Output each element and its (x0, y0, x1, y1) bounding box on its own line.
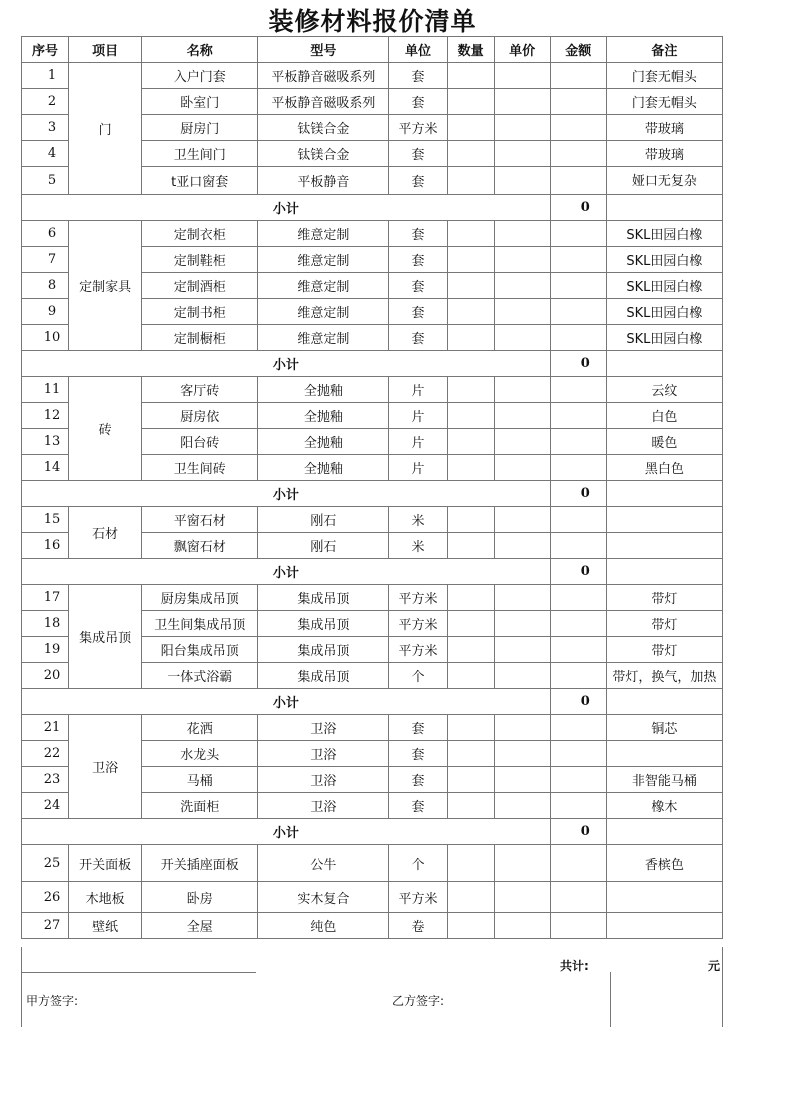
item-number: 4 (22, 141, 69, 167)
total-divider (21, 972, 256, 973)
item-quantity (447, 637, 494, 663)
item-amount (550, 429, 606, 455)
item-quantity (447, 455, 494, 481)
item-unit: 套 (389, 89, 447, 115)
item-name: 卧房 (142, 882, 258, 913)
item-amount (550, 793, 606, 819)
item-quantity (447, 767, 494, 793)
item-number: 11 (22, 377, 69, 403)
item-quantity (447, 325, 494, 351)
item-model: 纯色 (258, 913, 389, 939)
item-amount (550, 913, 606, 939)
item-quantity (447, 741, 494, 767)
item-name: 定制酒柜 (142, 273, 258, 299)
item-amount (550, 403, 606, 429)
item-amount (550, 299, 606, 325)
item-remark: 带灯 (606, 585, 722, 611)
table-row (22, 715, 723, 741)
total-label: 共计: (560, 959, 589, 973)
item-unit: 套 (389, 221, 447, 247)
item-unit-price (494, 63, 550, 89)
item-unit-price (494, 767, 550, 793)
item-amount (550, 741, 606, 767)
item-name: 厨房依 (142, 403, 258, 429)
item-unit-price (494, 273, 550, 299)
item-model: 全抛釉 (258, 429, 389, 455)
item-amount (550, 767, 606, 793)
item-number: 10 (22, 325, 69, 351)
item-remark: 白色 (606, 403, 722, 429)
table-row (22, 507, 723, 533)
item-remark (606, 507, 722, 533)
column-header: 数量 (447, 37, 494, 63)
item-number: 17 (22, 585, 69, 611)
item-quantity (447, 221, 494, 247)
item-remark: 门套无帽头 (606, 89, 722, 115)
item-amount (550, 115, 606, 141)
subtotal-remark (606, 481, 722, 507)
item-unit: 片 (389, 455, 447, 481)
item-unit: 套 (389, 141, 447, 167)
item-amount (550, 273, 606, 299)
item-name: 卫生间门 (142, 141, 258, 167)
item-model: 维意定制 (258, 299, 389, 325)
item-unit-price (494, 403, 550, 429)
left-border (21, 947, 22, 1027)
item-model: 维意定制 (258, 325, 389, 351)
item-unit-price (494, 845, 550, 882)
item-amount (550, 637, 606, 663)
column-header: 金额 (550, 37, 606, 63)
item-amount (550, 611, 606, 637)
item-unit: 套 (389, 247, 447, 273)
item-model: 集成吊顶 (258, 637, 389, 663)
item-amount (550, 63, 606, 89)
item-remark: SKL田园白橡 (606, 221, 722, 247)
category-cell: 定制家具 (69, 221, 142, 351)
item-quantity (447, 299, 494, 325)
item-amount (550, 663, 606, 689)
item-number: 12 (22, 403, 69, 429)
item-unit-price (494, 637, 550, 663)
item-amount (550, 377, 606, 403)
item-quantity (447, 89, 494, 115)
item-number: 27 (22, 913, 69, 939)
item-amount (550, 221, 606, 247)
item-number: 7 (22, 247, 69, 273)
item-name: 定制鞋柜 (142, 247, 258, 273)
item-remark: 带玻璃 (606, 115, 722, 141)
subtotal-amount: 0 (550, 689, 606, 715)
quote-table (21, 36, 723, 939)
item-amount (550, 845, 606, 882)
item-number: 14 (22, 455, 69, 481)
item-number: 15 (22, 507, 69, 533)
item-name: 厨房集成吊顶 (142, 585, 258, 611)
item-unit: 套 (389, 741, 447, 767)
subtotal-remark (606, 559, 722, 585)
item-unit-price (494, 221, 550, 247)
column-header: 备注 (606, 37, 722, 63)
item-name: 卧室门 (142, 89, 258, 115)
item-name: 马桶 (142, 767, 258, 793)
item-name: 洗面柜 (142, 793, 258, 819)
item-remark: 娅口无复杂 (606, 167, 722, 195)
total-unit: 元 (708, 959, 721, 973)
item-quantity (447, 793, 494, 819)
item-quantity (447, 115, 494, 141)
item-remark: 门套无帽头 (606, 63, 722, 89)
item-unit-price (494, 141, 550, 167)
item-unit-price (494, 247, 550, 273)
subtotal-label: 小计 (22, 195, 551, 221)
item-amount (550, 455, 606, 481)
item-quantity (447, 403, 494, 429)
item-remark: 非智能马桶 (606, 767, 722, 793)
item-name: 客厅砖 (142, 377, 258, 403)
table-row (22, 845, 723, 882)
item-remark: SKL田园白橡 (606, 273, 722, 299)
item-name: 飘窗石材 (142, 533, 258, 559)
item-quantity (447, 247, 494, 273)
table-header-row (22, 37, 723, 63)
column-header: 名称 (142, 37, 258, 63)
subtotal-remark (606, 689, 722, 715)
table-row (22, 882, 723, 913)
item-name: 平窗石材 (142, 507, 258, 533)
subtotal-remark (606, 819, 722, 845)
item-model: 平板静音 (258, 167, 389, 195)
table-row (22, 585, 723, 611)
item-unit-price (494, 455, 550, 481)
item-unit-price (494, 611, 550, 637)
item-number: 13 (22, 429, 69, 455)
item-model: 刚石 (258, 507, 389, 533)
item-remark: SKL田园白橡 (606, 247, 722, 273)
item-remark: 带灯 (606, 637, 722, 663)
item-unit: 套 (389, 715, 447, 741)
item-unit: 片 (389, 377, 447, 403)
item-unit-price (494, 793, 550, 819)
item-amount (550, 882, 606, 913)
table-row (22, 913, 723, 939)
item-amount (550, 141, 606, 167)
category-cell: 开关面板 (69, 845, 142, 882)
item-remark: 暖色 (606, 429, 722, 455)
item-number: 6 (22, 221, 69, 247)
item-number: 21 (22, 715, 69, 741)
subtotal-label: 小计 (22, 559, 551, 585)
item-unit-price (494, 89, 550, 115)
item-model: 维意定制 (258, 221, 389, 247)
item-model: 集成吊顶 (258, 585, 389, 611)
item-unit: 平方米 (389, 115, 447, 141)
item-name: 定制书柜 (142, 299, 258, 325)
subtotal-label: 小计 (22, 351, 551, 377)
table-row (22, 377, 723, 403)
item-quantity (447, 507, 494, 533)
item-unit: 套 (389, 63, 447, 89)
item-name: 全屋 (142, 913, 258, 939)
item-amount (550, 247, 606, 273)
item-unit: 套 (389, 793, 447, 819)
item-unit-price (494, 167, 550, 195)
category-cell: 门 (69, 63, 142, 195)
item-unit: 平方米 (389, 611, 447, 637)
category-cell: 集成吊顶 (69, 585, 142, 689)
subtotal-label: 小计 (22, 689, 551, 715)
item-quantity (447, 611, 494, 637)
item-quantity (447, 913, 494, 939)
item-quantity (447, 715, 494, 741)
item-quantity (447, 273, 494, 299)
item-unit-price (494, 913, 550, 939)
item-name: 花洒 (142, 715, 258, 741)
item-number: 16 (22, 533, 69, 559)
item-model: 卫浴 (258, 741, 389, 767)
item-amount (550, 167, 606, 195)
category-cell: 石材 (69, 507, 142, 559)
item-model: 全抛釉 (258, 455, 389, 481)
category-cell: 壁纸 (69, 913, 142, 939)
item-unit-price (494, 741, 550, 767)
item-model: 刚石 (258, 533, 389, 559)
item-remark: 橡木 (606, 793, 722, 819)
item-name: t亚口窗套 (142, 167, 258, 195)
item-number: 3 (22, 115, 69, 141)
item-remark (606, 533, 722, 559)
item-unit-price (494, 325, 550, 351)
item-name: 水龙头 (142, 741, 258, 767)
item-quantity (447, 429, 494, 455)
item-unit: 卷 (389, 913, 447, 939)
subtotal-row (22, 195, 723, 221)
category-cell: 卫浴 (69, 715, 142, 819)
item-unit-price (494, 299, 550, 325)
item-unit: 平方米 (389, 882, 447, 913)
item-number: 1 (22, 63, 69, 89)
item-remark: SKL田园白橡 (606, 325, 722, 351)
item-name: 定制橱柜 (142, 325, 258, 351)
item-quantity (447, 845, 494, 882)
item-name: 卫生间集成吊顶 (142, 611, 258, 637)
item-unit: 套 (389, 273, 447, 299)
item-name: 定制衣柜 (142, 221, 258, 247)
table-row (22, 63, 723, 89)
subtotal-label: 小计 (22, 819, 551, 845)
item-quantity (447, 141, 494, 167)
item-remark: 带灯 (606, 611, 722, 637)
item-unit-price (494, 533, 550, 559)
subtotal-amount: 0 (550, 481, 606, 507)
item-model: 维意定制 (258, 247, 389, 273)
page-title: 装修材料报价清单 (268, 7, 477, 36)
subtotal-remark (606, 351, 722, 377)
item-remark (606, 913, 722, 939)
item-model: 维意定制 (258, 273, 389, 299)
item-unit-price (494, 663, 550, 689)
item-unit: 个 (389, 663, 447, 689)
item-number: 23 (22, 767, 69, 793)
item-name: 卫生间砖 (142, 455, 258, 481)
item-quantity (447, 63, 494, 89)
item-model: 卫浴 (258, 767, 389, 793)
item-unit-price (494, 715, 550, 741)
party-a-signature-label: 甲方签字: (26, 994, 79, 1008)
item-unit: 套 (389, 299, 447, 325)
item-number: 8 (22, 273, 69, 299)
subtotal-row (22, 559, 723, 585)
subtotal-amount: 0 (550, 819, 606, 845)
item-model: 集成吊顶 (258, 663, 389, 689)
item-remark: 黑白色 (606, 455, 722, 481)
item-unit-price (494, 585, 550, 611)
item-number: 18 (22, 611, 69, 637)
item-amount (550, 325, 606, 351)
column-header: 项目 (69, 37, 142, 63)
item-name: 一体式浴霸 (142, 663, 258, 689)
subtotal-amount: 0 (550, 559, 606, 585)
item-number: 26 (22, 882, 69, 913)
subtotal-row (22, 351, 723, 377)
item-quantity (447, 377, 494, 403)
item-unit-price (494, 429, 550, 455)
subtotal-row (22, 819, 723, 845)
item-unit: 套 (389, 167, 447, 195)
item-quantity (447, 533, 494, 559)
item-quantity (447, 585, 494, 611)
item-unit: 米 (389, 507, 447, 533)
item-unit: 平方米 (389, 585, 447, 611)
item-number: 9 (22, 299, 69, 325)
item-remark: 云纹 (606, 377, 722, 403)
item-unit: 套 (389, 767, 447, 793)
item-model: 钛镁合金 (258, 115, 389, 141)
item-remark (606, 882, 722, 913)
subtotal-remark (606, 195, 722, 221)
item-model: 公牛 (258, 845, 389, 882)
item-amount (550, 89, 606, 115)
category-cell: 砖 (69, 377, 142, 481)
item-model: 平板静音磁吸系列 (258, 63, 389, 89)
item-amount (550, 715, 606, 741)
item-number: 24 (22, 793, 69, 819)
item-unit: 米 (389, 533, 447, 559)
item-quantity (447, 882, 494, 913)
item-amount (550, 507, 606, 533)
item-name: 阳台集成吊顶 (142, 637, 258, 663)
column-header: 单位 (389, 37, 447, 63)
item-model: 卫浴 (258, 793, 389, 819)
subtotal-amount: 0 (550, 195, 606, 221)
signature-divider (610, 972, 611, 1027)
right-border (722, 947, 723, 1027)
subtotal-row (22, 689, 723, 715)
item-unit-price (494, 507, 550, 533)
item-model: 集成吊顶 (258, 611, 389, 637)
item-model: 卫浴 (258, 715, 389, 741)
column-header: 单价 (494, 37, 550, 63)
item-number: 2 (22, 89, 69, 115)
item-remark (606, 741, 722, 767)
item-unit: 个 (389, 845, 447, 882)
item-number: 20 (22, 663, 69, 689)
item-amount (550, 533, 606, 559)
item-model: 全抛釉 (258, 403, 389, 429)
item-name: 阳台砖 (142, 429, 258, 455)
item-number: 19 (22, 637, 69, 663)
item-remark: 铜芯 (606, 715, 722, 741)
item-name: 厨房门 (142, 115, 258, 141)
item-model: 全抛釉 (258, 377, 389, 403)
item-amount (550, 585, 606, 611)
column-header: 序号 (22, 37, 69, 63)
item-model: 实木复合 (258, 882, 389, 913)
item-unit: 平方米 (389, 637, 447, 663)
item-remark: 香槟色 (606, 845, 722, 882)
item-unit: 套 (389, 325, 447, 351)
item-number: 25 (22, 845, 69, 882)
item-unit: 片 (389, 403, 447, 429)
subtotal-label: 小计 (22, 481, 551, 507)
item-unit-price (494, 377, 550, 403)
subtotal-amount: 0 (550, 351, 606, 377)
item-name: 开关插座面板 (142, 845, 258, 882)
column-header: 型号 (258, 37, 389, 63)
item-unit: 片 (389, 429, 447, 455)
subtotal-row (22, 481, 723, 507)
item-remark: SKL田园白橡 (606, 299, 722, 325)
table-row (22, 221, 723, 247)
item-model: 钛镁合金 (258, 141, 389, 167)
category-cell: 木地板 (69, 882, 142, 913)
item-quantity (447, 663, 494, 689)
item-number: 22 (22, 741, 69, 767)
item-unit-price (494, 115, 550, 141)
item-name: 入户门套 (142, 63, 258, 89)
party-b-signature-label: 乙方签字: (392, 994, 445, 1008)
item-remark: 带玻璃 (606, 141, 722, 167)
item-unit-price (494, 882, 550, 913)
item-quantity (447, 167, 494, 195)
item-remark: 带灯，换气，加热 (606, 663, 722, 689)
item-model: 平板静音磁吸系列 (258, 89, 389, 115)
item-number: 5 (22, 167, 69, 195)
